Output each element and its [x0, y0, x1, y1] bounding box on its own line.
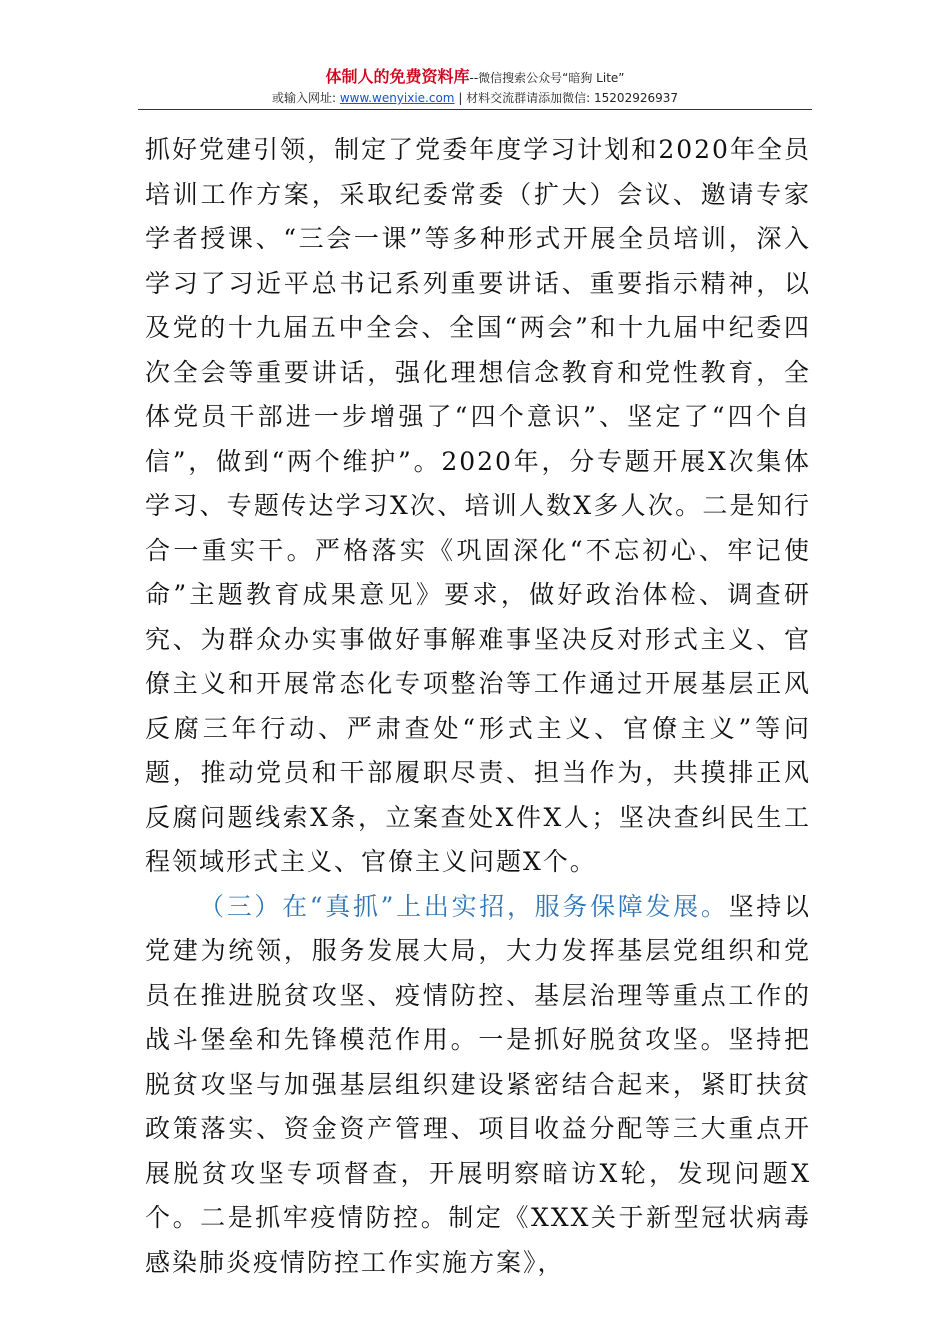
brand-title: 体制人的免费资料库 — [325, 67, 470, 86]
header-brand-line — [0, 66, 950, 89]
header-url-line — [0, 89, 950, 107]
site-link[interactable]: www.wenyixie.com — [339, 91, 455, 105]
header-divider — [138, 109, 812, 110]
body-paragraph: 抓好党建引领，制定了党委年度学习计划和2020年全员培训工作方案，采取纪委常委（扩大）会议、邀请专家学者授课、“三会一课”等多种形式开展全员培训，深入学习了习近平总书记系列重要讲话、重要指示精神，以及党的十九届五中全会、全国“两会”和十九届中纪委四次全会等重要讲话，强化理想信念教育和党性教育，全体党员干部进一步增强了“四个意识”、坚定了“四个自信”，做到“两个维护”。2020年，分专题开展X次集体学习、专题传达学习X次、培训人数X多人次。二是知行合一重实干。严格落实《巩固深化“不忘初心、牢记使命”主题教育成果意见》要求，做好政治体检、调查研究、为群众办实事做好事解难事坚决反对形式主义、官僚主义和开展常态化专项整治等工作通过开展基层正风反腐三年行动、严肃查处“形式主义、官僚主义”等问题，推动党员和干部履职尽责、担当作为，共摸排正风反腐问题线索X条，立案查处X件X人；坚决查纠民生工程领域形式主义、官僚主义问题X个。 — [145, 135, 812, 876]
section-paragraph — [145, 885, 811, 1286]
page-header — [0, 66, 950, 107]
section-text: 坚持以党建为统领，服务发展大局，大力发挥基层党组织和党员在推进脱贫攻坚、疫情防控、基层治理等重点工作的战斗堡垒和先锋模范作用。一是抓好脱贫攻坚。坚持把脱贫攻坚与加强基层组织建设紧密结合起来，紧盯扶贫政策落实、资金资产管理、项目收益分配等三大重点开展脱贫攻坚专项督查，开展明察暗访X轮，发现问题X个。二是抓牢疫情防控。制定《XXX关于新型冠状病毒感染肺炎疫情防控工作实施方案》， — [145, 891, 811, 1277]
contact-info: | 材料交流群请添加微信: 15202926937 — [454, 91, 679, 105]
section-heading: （三）在“真抓”上出实招，服务保障发展。 — [199, 891, 729, 921]
document-body — [145, 128, 811, 1285]
url-prefix: 或输入网址: — [271, 91, 340, 105]
header-tagline: --微信搜索公众号“暗狗 Lite” — [469, 71, 625, 85]
